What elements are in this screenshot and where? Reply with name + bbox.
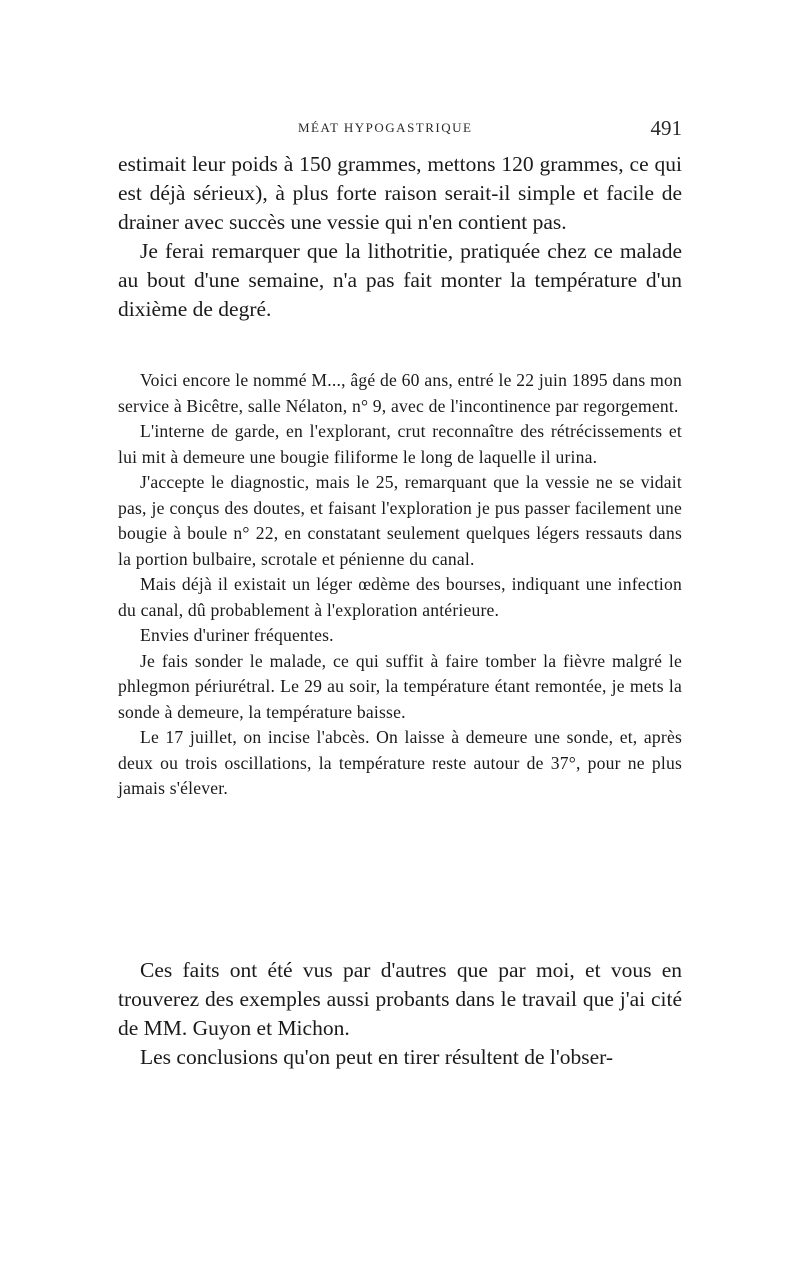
case-paragraph: L'interne de garde, en l'explorant, crut reconnaître des rétrécissements et lui mit à demeure une bougie filiforme le long de laquelle il urina. [118,421,682,467]
paragraph-conclusion: Ces faits ont été vus par d'autres que par moi, et vous en trouverez des exemples aussi probants dans le travail que j'ai cité de MM. Guyon et Michon. [118,958,682,1040]
bottom-section [118,956,682,1072]
case-paragraph: Voici encore le nommé M..., âgé de 60 ans, entré le 22 juin 1895 dans mon service à Bicêtre, salle Nélaton, n° 9, avec de l'incontinence par regorgement. [118,370,682,416]
case-report [118,368,682,802]
running-head: MÉAT HYPOGASTRIQUE [298,120,473,135]
page-number: 491 [650,116,682,140]
paragraph-continuation-next: Les conclusions qu'on peut en tirer résultent de l'obser- [140,1045,614,1069]
paragraph-lithotritie: Je ferai remarquer que la lithotritie, pratiquée chez ce malade au bout d'une semaine, n'a pas fait monter la température d'un dixième de degré. [118,239,682,321]
case-paragraph: Le 17 juillet, on incise l'abcès. On laisse à demeure une sonde, et, après deux ou trois oscillations, la température reste autour de 37°, pour ne plus jamais s'élever. [118,727,682,798]
top-section [118,150,682,324]
page-header [118,116,682,142]
case-paragraph: Mais déjà il existait un léger œdème des bourses, indiquant une infection du canal, dû probablement à l'exploration antérieure. [118,574,682,620]
paragraph-continuation: estimait leur poids à 150 grammes, mettons 120 grammes, ce qui est déjà sérieux), à plus forte raison serait-il simple et facile de drainer avec succès une vessie qui n'en contient pas. [118,152,682,234]
case-paragraph: J'accepte le diagnostic, mais le 25, remarquant que la vessie ne se vidait pas, je conçus des doutes, et faisant l'exploration je pus passer facilement une bougie à boule n° 22, en constatant seulement quelques légers ressauts dans la portion bulbaire, scrotale et pénienne du canal. [118,472,682,569]
case-paragraph: Je fais sonder le malade, ce qui suffit à faire tomber la fièvre malgré le phlegmon périurétral. Le 29 au soir, la température étant remontée, je mets la sonde à demeure, la température baisse. [118,650,682,722]
case-paragraph: Envies d'uriner fréquentes. [140,625,334,645]
